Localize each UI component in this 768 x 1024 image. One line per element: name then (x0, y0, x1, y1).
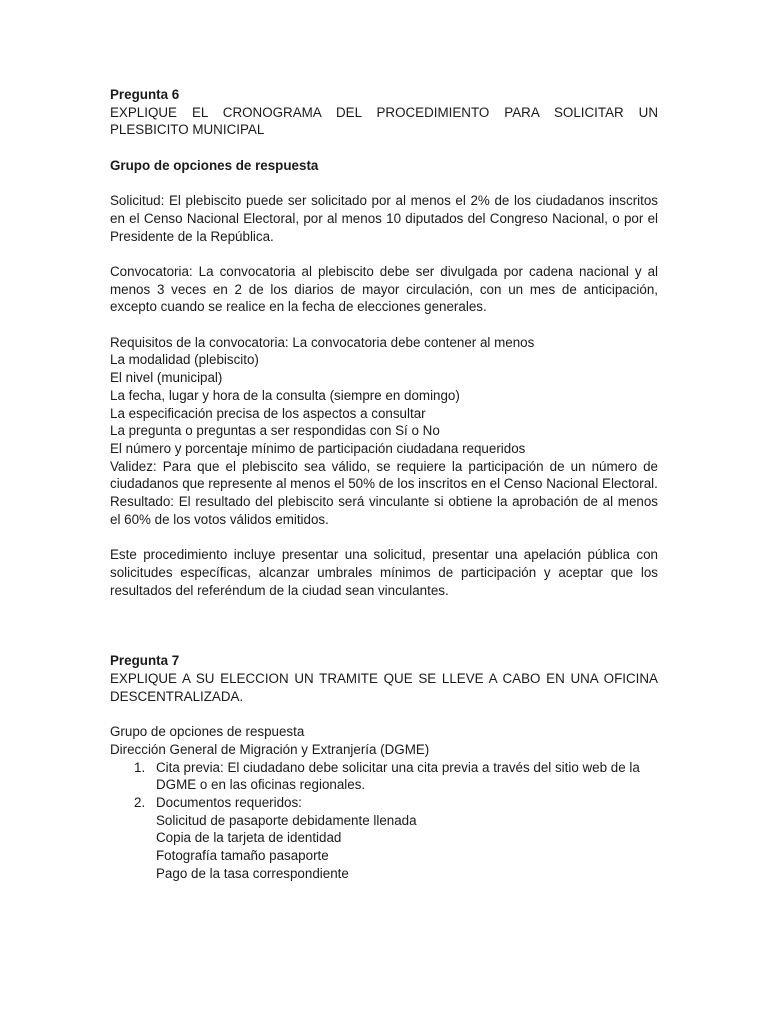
step-text: Documentos requeridos: (156, 794, 302, 810)
step-text: Cita previa: El ciudadano debe solicitar una cita previa a través del sitio web de la DGME o en las oficinas regionales. (156, 759, 640, 793)
requisitos-intro: Requisitos de la convocatoria: La convocatoria debe contener al menos (110, 334, 535, 350)
resumen-paragraph: Este procedimiento incluye presentar una solicitud, presentar una apelación pública con solicitudes específicas, alcanzar umbrales mínimos de participación y aceptar que los resultados del referéndum de la ciudad sean vinculantes. (110, 547, 658, 598)
validez-paragraph: Validez: Para que el plebiscito sea válido, se requiere la participación de un número de ciudadanos que represente al menos el 50% de los inscritos en el Censo Nacional Electoral. (110, 458, 658, 492)
convocatoria-paragraph: Convocatoria: La convocatoria al plebiscito debe ser divulgada por cadena nacional y al menos 3 veces en 2 de los diarios de mayor circulación, con un mes de anticipación, excepto cuando se realice en la fecha de elecciones generales. (110, 263, 658, 315)
resultado-paragraph: Resultado: El resultado del plebiscito será vinculante si obtiene la aprobación de al menos el 60% de los votos válidos emitidos. (110, 494, 658, 527)
question-7-text: EXPLIQUE A SU ELECCION UN TRAMITE QUE SE LLEVE A CABO EN UNA OFICINA DESCENTRALIZADA. (110, 671, 658, 704)
list-item (110, 759, 658, 794)
question-6-group-heading: Grupo de opciones de respuesta (110, 157, 319, 173)
question-7-group-heading: Grupo de opciones de respuesta (110, 724, 305, 740)
requisito-item: El nivel (municipal) (110, 370, 223, 386)
institution-name: Dirección General de Migración y Extranjería (DGME) (110, 741, 430, 757)
requisito-item: El número y porcentaje mínimo de participación ciudadana requeridos (110, 441, 526, 456)
steps-list (110, 759, 658, 812)
document-item: Solicitud de pasaporte debidamente llenada (156, 812, 417, 828)
solicitud-paragraph: Solicitud: El plebiscito puede ser solicitado por al menos el 2% de los ciudadanos inscritos en el Censo Nacional Electoral, por al menos 10 diputados del Congreso Nacional, o por el Presidente de la República. (110, 193, 658, 244)
requisito-item: La modalidad (plebiscito) (110, 352, 259, 368)
requisito-item: La fecha, lugar y hora de la consulta (siempre en domingo) (110, 387, 460, 403)
question-7-title: Pregunta 7 (110, 653, 180, 669)
requisito-item: La especificación precisa de los aspectos a consultar (110, 405, 426, 421)
document-item: Fotografía tamaño pasaporte (156, 848, 329, 864)
question-6-title: Pregunta 6 (110, 87, 180, 102)
document-item: Pago de la tasa correspondiente (156, 865, 349, 881)
question-6-text: EXPLIQUE EL CRONOGRAMA DEL PROCEDIMIENTO PARA SOLICITAR UN PLESBICITO MUNICIPAL (110, 104, 658, 138)
document-item: Copia de la tarjeta de identidad (156, 830, 342, 846)
requisito-item: La pregunta o preguntas a ser respondidas con Sí o No (110, 423, 440, 439)
list-item (110, 794, 658, 812)
step-number: 2. (134, 794, 146, 810)
step-number: 1. (134, 759, 146, 775)
document-page (110, 86, 658, 882)
